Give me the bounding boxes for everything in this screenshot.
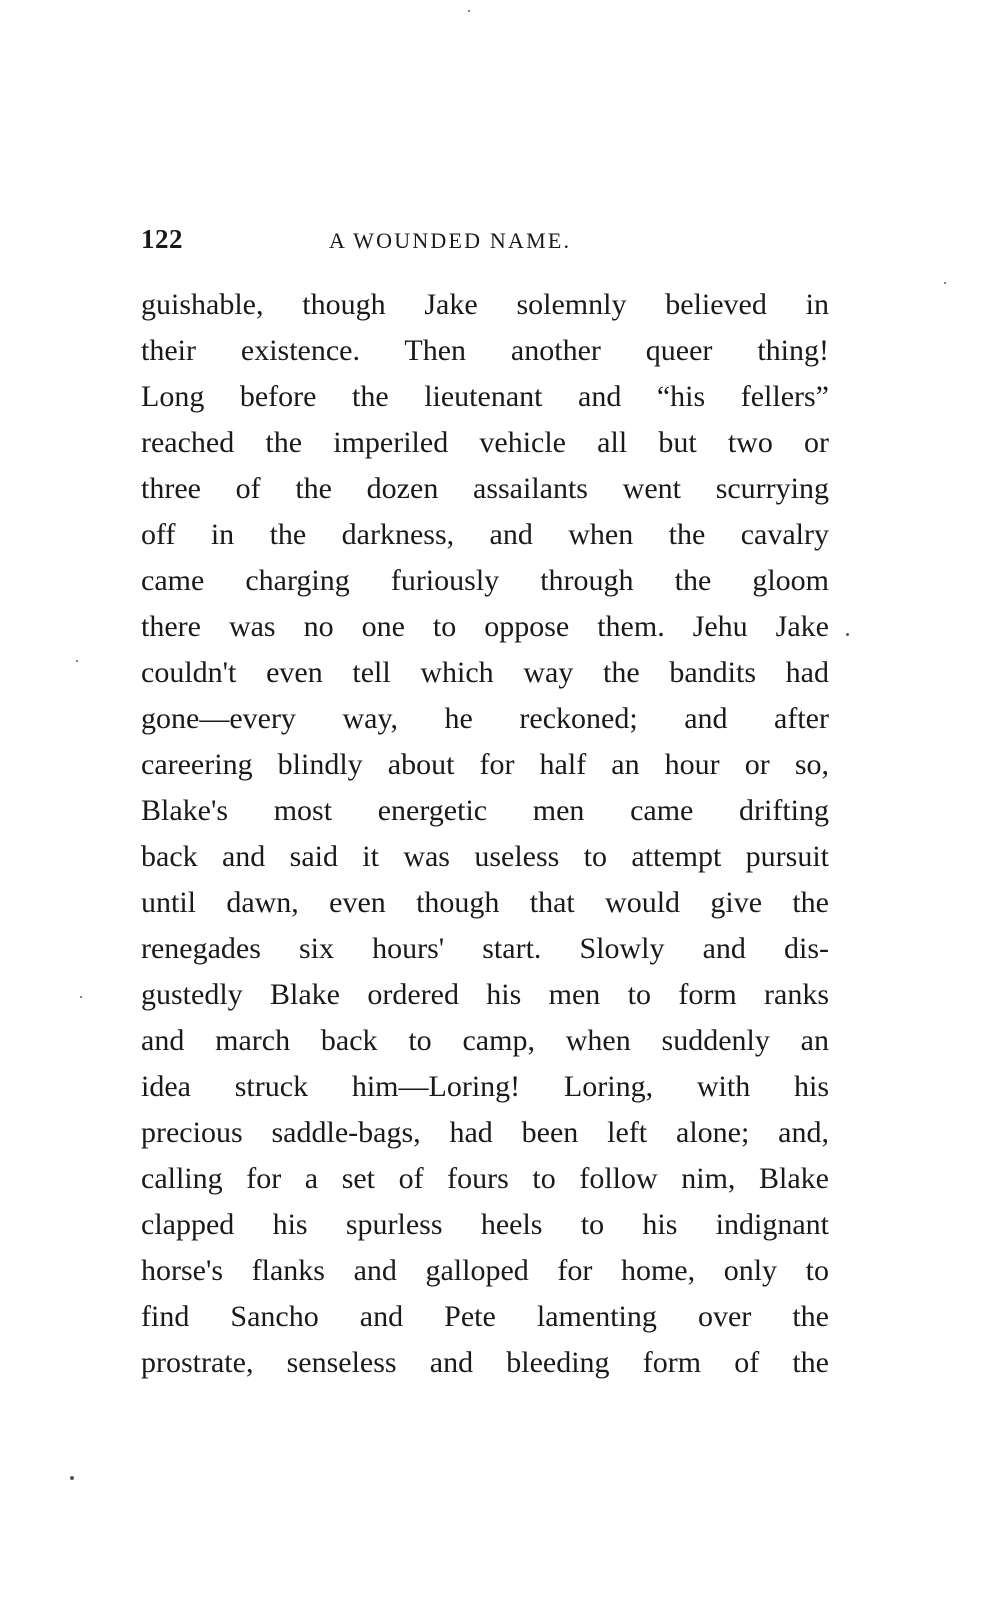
text-line: renegades six hours' start. Slowly and dis- xyxy=(141,932,829,965)
text-line: Long before the lieutenant and “his fellers” xyxy=(141,380,829,413)
text-line: back and said it was useless to attempt pursuit xyxy=(141,840,829,873)
scan-speck xyxy=(944,282,946,284)
scan-speck xyxy=(468,10,470,12)
text-line: horse's flanks and galloped for home, only to xyxy=(141,1254,829,1287)
text-line: three of the dozen assailants went scurrying xyxy=(141,472,829,505)
text-line: precious saddle-bags, had been left alone; and, xyxy=(141,1116,829,1149)
text-line: gone—every way, he reckoned; and after xyxy=(141,702,829,735)
text-line: and march back to camp, when suddenly an xyxy=(141,1024,829,1057)
text-line: off in the darkness, and when the cavalry xyxy=(141,518,829,551)
page-number: 122 xyxy=(141,224,183,254)
text-line: their existence. Then another queer thing! xyxy=(141,334,829,367)
text-line: careering blindly about for half an hour or so, xyxy=(141,748,829,781)
text-line: reached the imperiled vehicle all but two or xyxy=(141,426,829,459)
running-head xyxy=(141,224,861,264)
scan-speck xyxy=(846,633,849,636)
text-line: prostrate, senseless and bleeding form of the xyxy=(141,1346,829,1379)
text-line: couldn't even tell which way the bandits had xyxy=(141,656,829,689)
text-line: until dawn, even though that would give the xyxy=(141,886,829,919)
scan-speck xyxy=(76,660,78,662)
scan-speck xyxy=(70,1476,74,1480)
text-line: calling for a set of fours to follow nim, Blake xyxy=(141,1162,829,1195)
text-line: clapped his spurless heels to his indignant xyxy=(141,1208,829,1241)
text-line: guishable, though Jake solemnly believed in xyxy=(141,288,829,321)
text-line: gustedly Blake ordered his men to form ranks xyxy=(141,978,829,1011)
scan-speck xyxy=(80,996,82,998)
running-title: A WOUNDED NAME. xyxy=(329,228,572,253)
body-text xyxy=(141,282,829,1386)
text-line: idea struck him—Loring! Loring, with his xyxy=(141,1070,829,1103)
text-line: find Sancho and Pete lamenting over the xyxy=(141,1300,829,1333)
text-line: Blake's most energetic men came drifting xyxy=(141,794,829,827)
text-line: came charging furiously through the gloom xyxy=(141,564,829,597)
text-line: there was no one to oppose them. Jehu Jake xyxy=(141,610,829,643)
